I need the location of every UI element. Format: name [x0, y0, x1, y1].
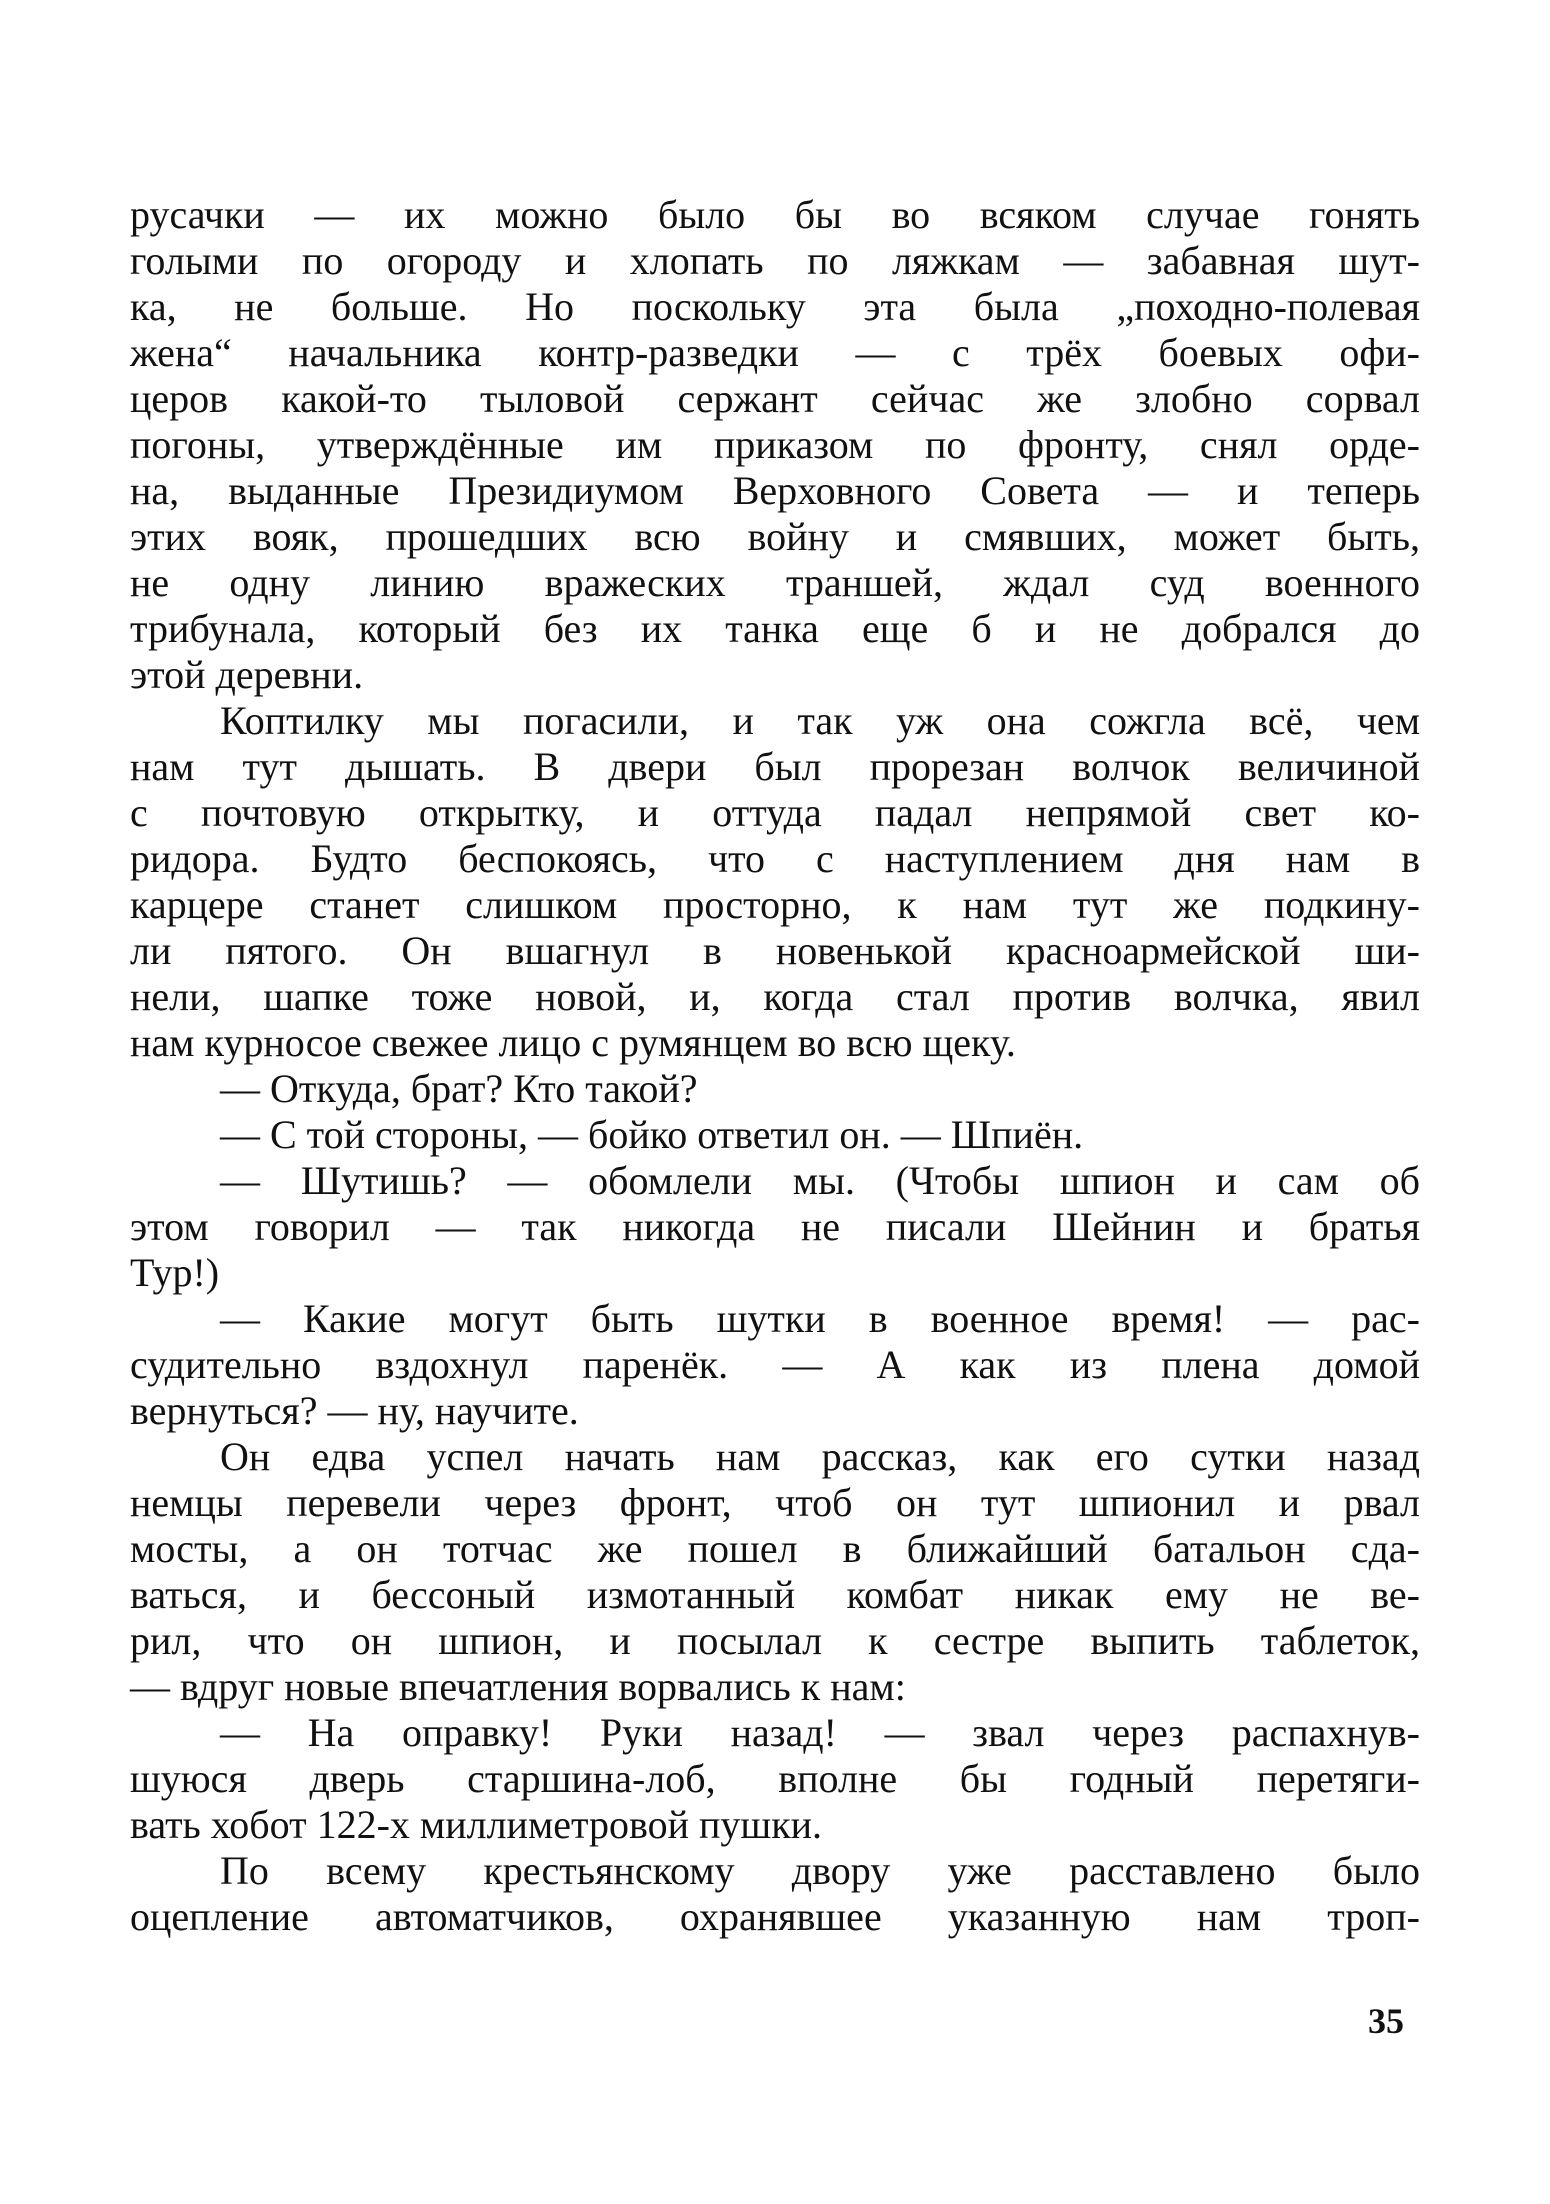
text-line: церов какой-то тыловой сержант сейчас же злобно сорвал — [130, 376, 1420, 421]
text-line: трибунала, который без их танка еще б и не добрался до — [130, 606, 1420, 651]
text-line: оцепление автоматчиков, охранявшее указанную нам троп- — [130, 1894, 1420, 1939]
text-line: — На оправку! Руки назад! — звал через распахнув- — [220, 1710, 1420, 1755]
text-line: Он едва успел начать нам рассказ, как его сутки назад — [220, 1434, 1420, 1479]
text-line: с почтовую открытку, и оттуда падал непрямой свет ко- — [130, 790, 1420, 835]
text-line: этих вояк, прошедших всю войну и смявших, может быть, — [130, 514, 1420, 559]
text-line: вернуться? — ну, научите. — [130, 1388, 579, 1433]
text-line: ли пятого. Он вшагнул в новенькой красноармейской ши- — [130, 928, 1420, 973]
text-line: — Откуда, брат? Кто такой? — [220, 1066, 698, 1111]
text-line: — Шутишь? — обомлели мы. (Чтобы шпион и сам об — [220, 1158, 1420, 1203]
text-line: ридора. Будто беспокоясь, что с наступлением дня нам в — [130, 836, 1420, 881]
text-line: Коптилку мы погасили, и так уж она сожгла всё, чем — [220, 698, 1420, 743]
text-line: немцы перевели через фронт, чтоб он тут шпионил и рвал — [130, 1480, 1420, 1525]
text-line: Тур!) — [130, 1250, 220, 1295]
text-line: на, выданные Президиумом Верховного Совета — и теперь — [130, 468, 1420, 513]
text-line: мосты, а он тотчас же пошел в ближайший батальон сда- — [130, 1526, 1420, 1571]
text-line: голыми по огороду и хлопать по ляжкам — забавная шут- — [130, 238, 1420, 283]
text-line: нам тут дышать. В двери был прорезан волчок величиной — [130, 744, 1420, 789]
text-line: рил, что он шпион, и посылал к сестре выпить таблеток, — [130, 1618, 1420, 1663]
text-line: жена“ начальника контр-разведки — с трёх боевых офи- — [130, 330, 1420, 375]
text-line: нели, шапке тоже новой, и, когда стал против волчка, явил — [130, 974, 1420, 1019]
text-line: этой деревни. — [130, 652, 364, 697]
text-line: ка, не больше. Но поскольку эта была „походно-полевая — [130, 284, 1420, 329]
body-text — [130, 192, 1420, 1940]
text-line: ваться, и бессоный измотанный комбат никак ему не ве- — [130, 1572, 1420, 1617]
text-line: нам курносое свежее лицо с румянцем во всю щеку. — [130, 1020, 1016, 1065]
text-line: — вдруг новые впечатления ворвались к нам: — [130, 1664, 906, 1709]
text-line: погоны, утверждённые им приказом по фронту, снял орде- — [130, 422, 1420, 467]
text-line: не одну линию вражеских траншей, ждал суд военного — [130, 560, 1420, 605]
text-line: русачки — их можно было бы во всяком случае гонять — [130, 192, 1420, 237]
text-line: карцере станет слишком просторно, к нам тут же подкину- — [130, 882, 1420, 927]
text-line: — С той стороны, — бойко ответил он. — Шпиён. — [220, 1112, 1084, 1157]
text-line: По всему крестьянскому двору уже расставлено было — [220, 1848, 1420, 1893]
text-line: — Какие могут быть шутки в военное время! — рас- — [220, 1296, 1420, 1341]
text-line: судительно вздохнул паренёк. — А как из плена домой — [130, 1342, 1420, 1387]
text-line: этом говорил — так никогда не писали Шейнин и братья — [130, 1204, 1420, 1249]
text-line: шуюся дверь старшина-лоб, вполне бы годный перетяги- — [130, 1756, 1420, 1801]
page-number: 35 — [1368, 2001, 1404, 2041]
text-line: вать хобот 122-х миллиметровой пушки. — [130, 1802, 823, 1847]
